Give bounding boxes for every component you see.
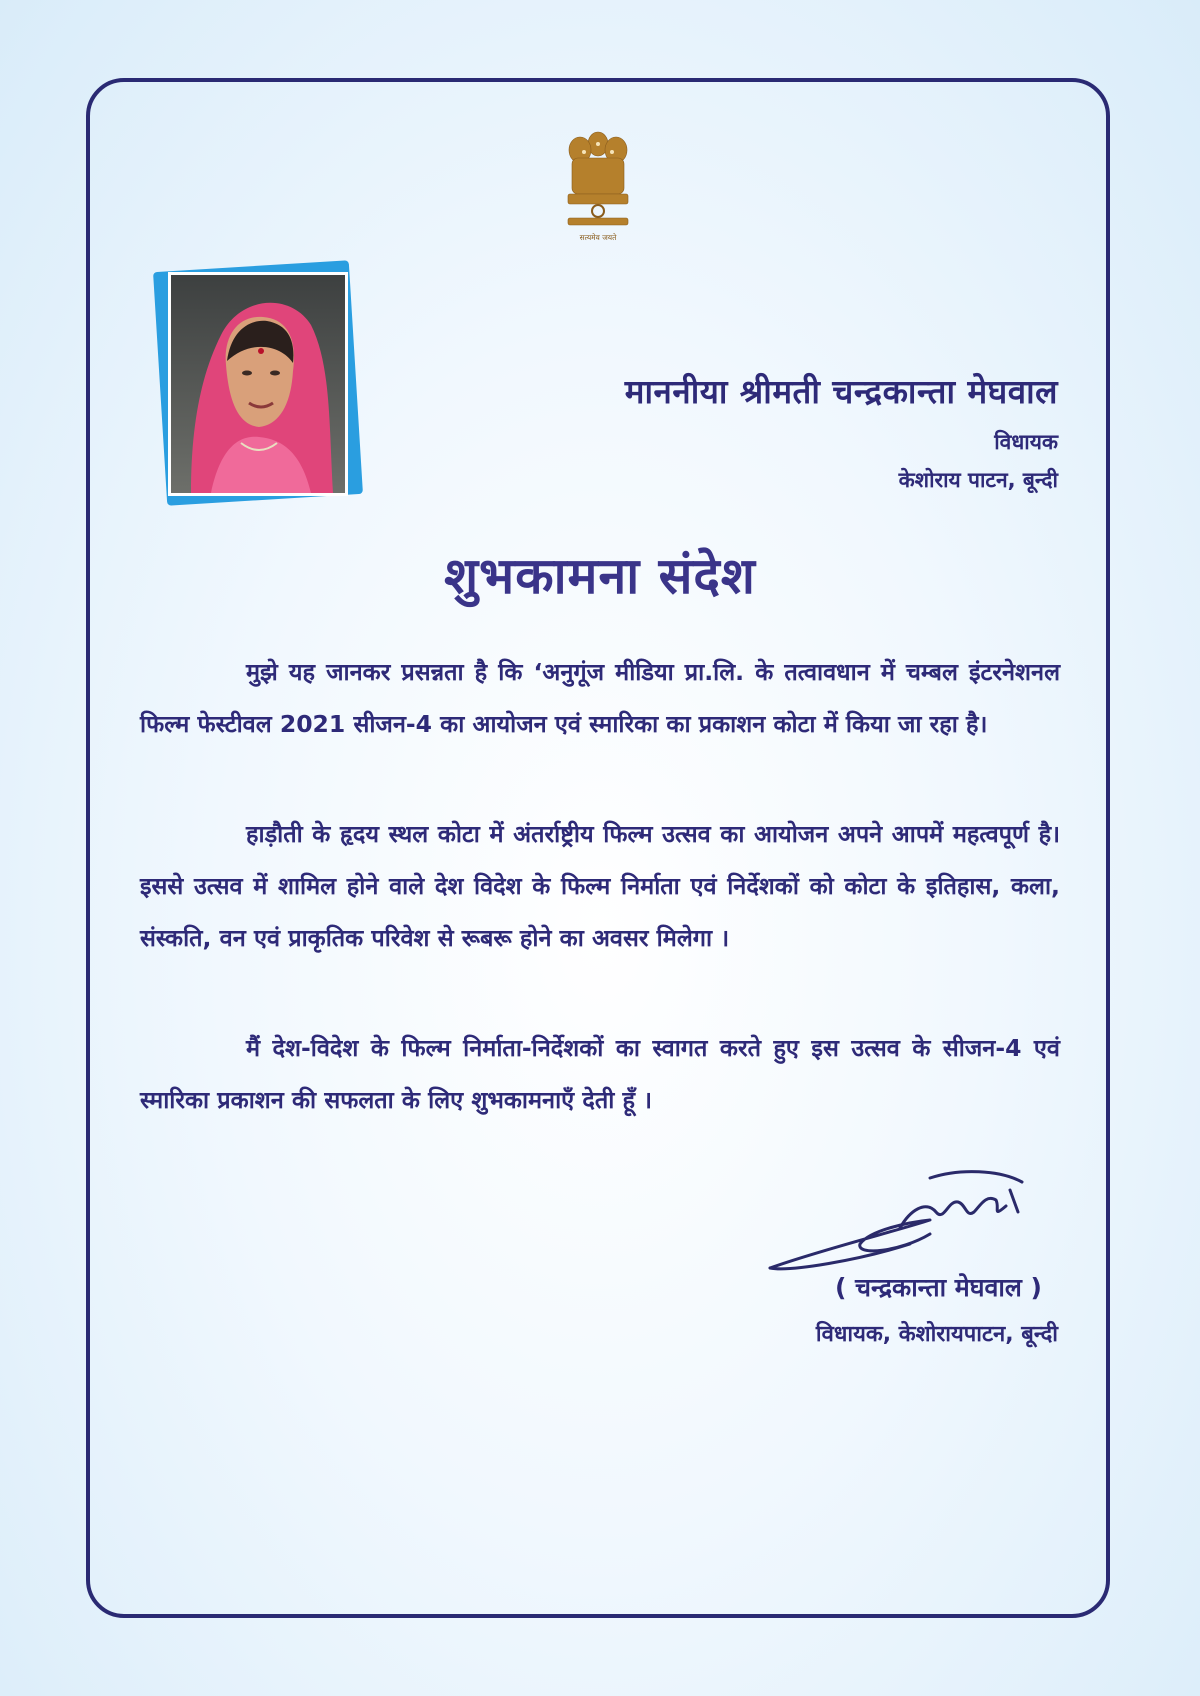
paragraph-text: हाड़ौती के हृदय स्थल कोटा में अंतर्राष्ट्रीय फिल्म उत्सव का आयोजन अपने आपमें महत्वपूर्ण है। इससे उत्सव में शामिल होने वाले देश विदेश के फिल्म निर्माता एवं निर्देशकों को कोटा के इतिहास, कला, संस्कति, वन एवं प्राकृतिक परिवेश से रूबरू होने का अवसर मिलेगा । [140, 820, 1060, 952]
page-title: शुभकामना संदेश [444, 546, 756, 605]
message-paragraph-3 [140, 1022, 1060, 1126]
emblem-motto: सत्यमेव जयते [579, 233, 617, 242]
signatory-name: ( चन्द्रकान्ता मेघवाल ) [835, 1273, 1042, 1302]
header-name: माननीया श्रीमती चन्द्रकान्ता मेघवाल [624, 372, 1058, 411]
paragraph-text: मुझे यह जानकर प्रसन्नता है कि ‘अनुगूंज मीडिया प्रा.लि. के तत्वावधान में चम्बल इंटरनेशनल फिल्म फेस्टीवल 2021 सीजन-4 का आयोजन एवं स्मारिका का प्रकाशन कोटा में किया जा रहा है। [140, 658, 1060, 738]
paragraph-text: मैं देश-विदेश के फिल्म निर्माता-निर्देशकों का स्वागत करते हुए इस उत्सव के सीजन-4 एवं स्मारिका प्रकाशन की सफलता के लिए शुभकामनाएँ देती हूँ । [140, 1034, 1060, 1114]
handwritten-signature [760, 1160, 1040, 1276]
signatory-designation: विधायक, केशोरायपाटन, बून्दी [815, 1322, 1058, 1347]
message-paragraph-1 [140, 646, 1060, 750]
header-place: केशोराय पाटन, बून्दी [898, 468, 1058, 492]
portrait-photo [168, 272, 348, 496]
header-designation: विधायक [994, 430, 1058, 454]
message-paragraph-2 [140, 808, 1060, 964]
national-emblem-icon [560, 128, 636, 246]
